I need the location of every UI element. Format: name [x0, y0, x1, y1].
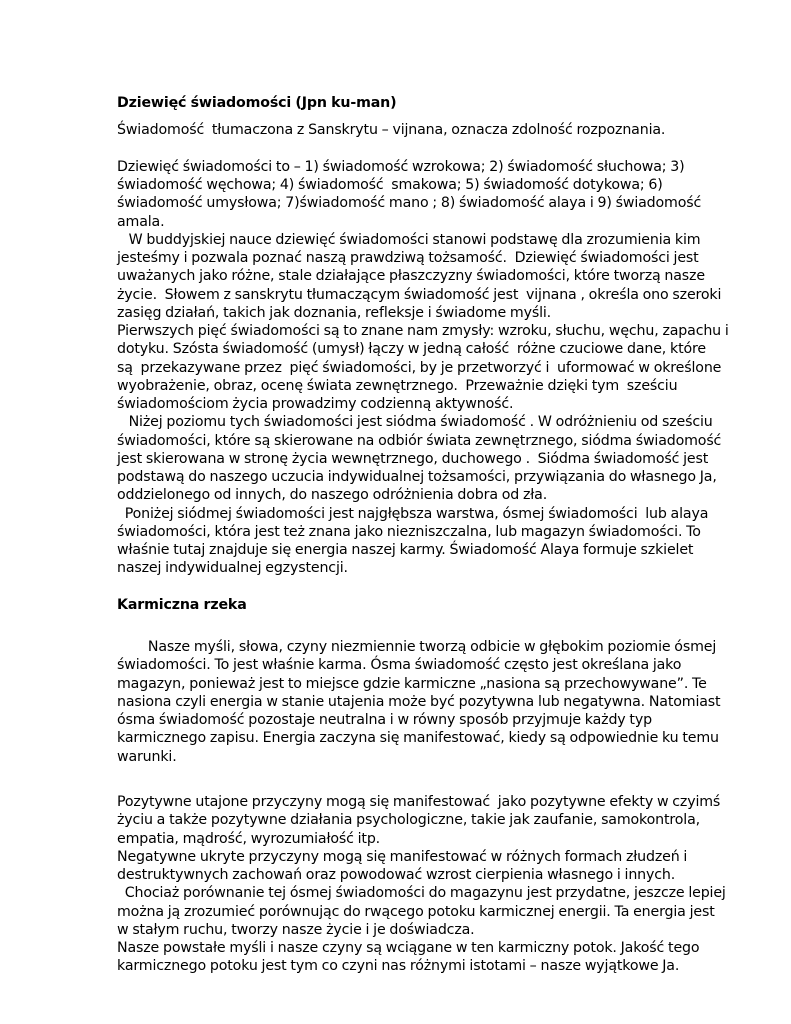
text-line: W buddyjskiej nauce dziewięć świadomości stanowi podstawę dla zrozumienia kim: [117, 231, 701, 248]
text-line: ósma świadomość pozostaje neutralna i w równy sposób przyjmuje każdy typ: [117, 712, 652, 728]
text-line: Nasze myśli, słowa, czyny niezmiennie tworzą odbicie w głębokim poziomie ósmej: [117, 639, 717, 655]
spacer: [117, 784, 687, 793]
text-line: w stałym ruchu, tworzy nasze życie i je doświadcza.: [117, 921, 475, 938]
text-line: świadomość węchowa; 4) świadomość smakowa; 5) świadomość dotykowa; 6): [117, 177, 663, 193]
text-line: Negatywne ukryte przyczyny mogą się manifestować w różnych formach złudzeń i: [117, 848, 688, 865]
text-line: Pierwszych pięć świadomości są to znane nam zmysły: wzroku, słuchu, węchu, zapachu i: [117, 323, 729, 339]
text-line: jesteśmy i pozwala poznać naszą prawdziwą tożsamość. Dziewięć świadomości jest: [117, 250, 699, 266]
text-line: nasiona czyli energia w stanie utajenia może być pozytywna lub negatywna. Natomiast: [117, 693, 721, 710]
text-line: są przekazywane przez pięć świadomości, by je przetworzyć i uformować w określone: [117, 359, 722, 376]
text-line: empatia, mądrość, wyrozumiałość itp.: [117, 830, 381, 847]
text-line: wyobrażenie, obraz, ocenę świata zewnętrznego. Przeważnie dzięki tym sześciu: [117, 377, 678, 394]
intro-line: Świadomość tłumaczona z Sanskrytu – vijnana, oznacza zdolność rozpoznania.: [117, 122, 666, 139]
spacer: [117, 112, 687, 121]
text-line: Poniżej siódmej świadomości jest najgłębsza warstwa, ósmej świadomości lub alaya: [117, 505, 709, 522]
text-line: Nasze powstałe myśli i nasze czyny są wciągane w ten karmiczny potok. Jakość tego: [117, 940, 700, 956]
text-line: świadomościom życia prowadzimy codzienną aktywność.: [117, 396, 514, 412]
text-line: świadomości, która jest też znana jako niezniszczalna, lub magazyn świadomości. To: [117, 523, 701, 540]
text-line: naszej indywidualnej egzystencji.: [117, 560, 348, 577]
text-line: Niżej poziomu tych świadomości jest siódma świadomość . W odróżnieniu od sześciu: [117, 414, 713, 431]
text-line: zasięg działań, takich jak doznania, refleksje i świadome myśli.: [117, 304, 552, 321]
spacer: [117, 140, 687, 158]
spacer: [117, 578, 687, 596]
text-line: właśnie tutaj znajduje się energia naszej karmy. Świadomość Alaya formuje szkielet: [117, 542, 694, 558]
section-heading: Karmiczna rzeka: [117, 596, 247, 613]
text-line: życiu a także pozytywne działania psychologiczne, takie jak zaufanie, samokontrola,: [117, 812, 700, 829]
paragraph-manifestation: [117, 793, 726, 976]
text-line: podstawą do naszego uczucia indywidualnej tożsamości, przywiązania do własnego Ja,: [117, 469, 717, 485]
text-line: uważanych jako różne, stale działające płaszczyzny świadomości, które tworzą nasze: [117, 268, 705, 285]
text-line: destruktywnych zachowań oraz powodować wzrost cierpienia własnego i innych.: [117, 867, 676, 883]
text-line: można ją zrozumieć porównując do rwącego potoku karmicznej energii. Ta energia jest: [117, 903, 715, 920]
text-line: dotyku. Szósta świadomość (umysł) łączy w jedną całość różne czuciowe dane, które: [117, 341, 706, 358]
text-line: Pozytywne utajone przyczyny mogą się manifestować jako pozytywne efekty w czyimś: [117, 794, 721, 810]
text-line: jest skierowana w stronę życia wewnętrznego, duchowego . Siódma świadomość jest: [117, 450, 709, 467]
text-line: amala.: [117, 213, 165, 230]
paragraph-nine-consciousnesses: [117, 158, 729, 578]
text-line: życie. Słowem z sanskrytu tłumaczącym świadomość jest vijnana , określa ono szeroki: [117, 286, 722, 303]
text-line: warunki.: [117, 748, 177, 765]
text-line: świadomości, które są skierowane na odbiór świata zewnętrznego, siódma świadomość: [117, 432, 722, 449]
text-line: magazyn, ponieważ jest to miejsce gdzie karmiczne „nasiona są przechowywane”. Te: [117, 675, 707, 692]
document-title: Dziewięć świadomości (Jpn ku-man): [117, 95, 397, 111]
text-line: karmicznego zapisu. Energia zaczyna się manifestować, kiedy są odpowiednie ku temu: [117, 730, 719, 747]
text-line: świadomość umysłowa; 7)świadomość mano ; 8) świadomość alaya i 9) świadomość: [117, 195, 702, 212]
text-line: oddzielonego od innych, do naszego odróżnienia dobra od zła.: [117, 487, 548, 504]
spacer: [117, 766, 687, 784]
text-line: świadomości. To jest właśnie karma. Ósma świadomość często jest określana jako: [117, 657, 682, 674]
spacer: [117, 614, 687, 638]
text-line: karmicznego potoku jest tym co czyni nas różnymi istotami – nasze wyjątkowe Ja.: [117, 958, 680, 975]
text-line: Dziewięć świadomości to – 1) świadomość wzrokowa; 2) świadomość słuchowa; 3): [117, 158, 685, 175]
text-line: Chociaż porównanie tej ósmej świadomości do magazynu jest przydatne, jeszcze lepiej: [117, 885, 726, 902]
document-page: [117, 94, 729, 976]
paragraph-karmic-river: [117, 638, 721, 766]
